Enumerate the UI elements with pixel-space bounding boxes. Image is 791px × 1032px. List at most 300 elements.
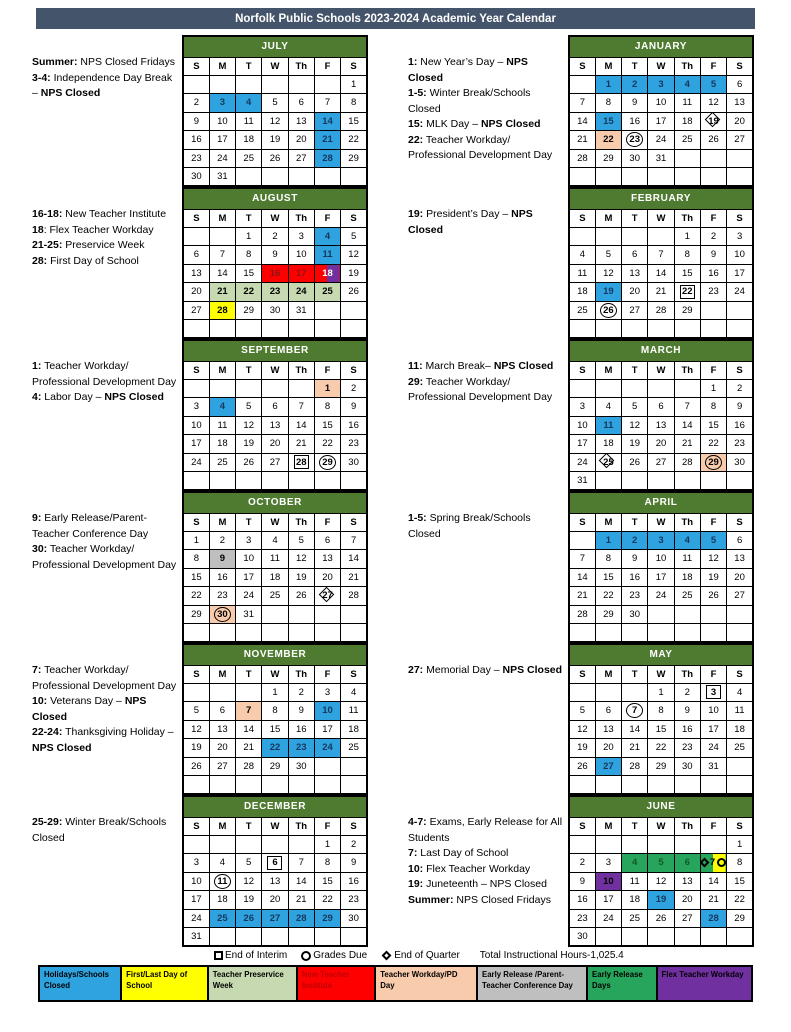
day-cell — [622, 131, 648, 150]
symbol-label: End of Interim — [225, 950, 288, 961]
weekday-header: S — [341, 57, 367, 75]
day-cell: 12 — [236, 872, 262, 891]
month-body — [183, 379, 367, 490]
day-cell-content — [648, 894, 673, 905]
month-notes-left — [30, 187, 182, 339]
week-row — [569, 149, 753, 168]
day-cell — [288, 835, 314, 854]
day-cell: 4 — [569, 246, 595, 265]
day-cell: 20 — [674, 891, 700, 910]
day-cell: 2 — [209, 531, 235, 550]
week-row — [569, 909, 753, 928]
day-cell: 18 — [262, 568, 288, 587]
week-row — [183, 531, 367, 550]
week-row — [183, 683, 367, 702]
day-number: 25 — [603, 456, 614, 468]
day-cell — [236, 928, 262, 947]
legend-item: Early Release Days — [588, 967, 658, 1000]
day-cell: 6 — [648, 398, 674, 417]
day-cell — [674, 75, 700, 94]
day-cell: 17 — [727, 264, 753, 283]
day-cell — [236, 702, 262, 721]
day-cell: 31 — [236, 605, 262, 624]
day-cell-content — [289, 455, 314, 469]
day-cell: 1 — [341, 75, 367, 94]
day-number: 26 — [243, 912, 254, 924]
day-cell-content — [315, 455, 340, 470]
day-cell: 25 — [727, 739, 753, 758]
month-name-row — [569, 796, 753, 817]
weekday-header: S — [727, 665, 753, 683]
day-cell: 2 — [727, 379, 753, 398]
day-cell — [648, 928, 674, 947]
day-cell: 22 — [727, 891, 753, 910]
day-cell — [314, 453, 340, 472]
weekday-header: Th — [288, 57, 314, 75]
day-cell: 8 — [314, 854, 340, 873]
day-cell: 7 — [288, 854, 314, 873]
day-number: 9 — [219, 553, 226, 565]
day-cell — [569, 531, 595, 550]
weekday-header: S — [183, 57, 209, 75]
day-cell: 26 — [622, 453, 648, 472]
day-cell — [236, 75, 262, 94]
day-cell — [288, 168, 314, 187]
month-head — [569, 340, 753, 379]
week-row — [183, 75, 367, 94]
day-cell-content — [236, 913, 261, 924]
day-cell: 11 — [569, 264, 595, 283]
day-cell — [700, 605, 726, 624]
day-cell: 25 — [622, 909, 648, 928]
day-cell — [314, 320, 340, 339]
day-cell-content — [596, 454, 621, 470]
legend-item: First/Last Day of School — [122, 967, 209, 1000]
day-cell — [183, 624, 209, 643]
day-cell: 4 — [727, 683, 753, 702]
day-cell: 6 — [727, 75, 753, 94]
day-cell: 26 — [183, 757, 209, 776]
month-calendar-january — [568, 35, 754, 187]
week-row — [569, 835, 753, 854]
month-name-row — [569, 188, 753, 209]
day-cell: 25 — [674, 131, 700, 150]
day-cell-content — [262, 742, 287, 753]
day-cell — [341, 928, 367, 947]
day-cell: 8 — [341, 94, 367, 113]
day-cell: 14 — [288, 872, 314, 891]
day-cell: 3 — [236, 531, 262, 550]
day-cell-content — [289, 742, 314, 753]
day-cell — [262, 739, 288, 758]
day-cell: 20 — [648, 435, 674, 454]
day-cell-content — [622, 535, 647, 546]
day-number: 16 — [269, 267, 281, 279]
week-row — [183, 435, 367, 454]
day-cell: 3 — [288, 227, 314, 246]
day-cell — [569, 227, 595, 246]
day-cell-content — [701, 685, 726, 699]
day-cell-content — [289, 286, 314, 297]
weekday-header: M — [595, 361, 621, 379]
day-cell: 5 — [569, 702, 595, 721]
day-cell — [288, 453, 314, 472]
day-cell — [314, 739, 340, 758]
weekday-header: F — [700, 665, 726, 683]
day-cell: 15 — [314, 416, 340, 435]
day-cell: 30 — [341, 909, 367, 928]
day-cell: 8 — [595, 94, 621, 113]
day-cell: 16 — [341, 416, 367, 435]
day-cell: 12 — [569, 720, 595, 739]
month-notes-left — [30, 339, 182, 491]
weekday-header-row — [183, 361, 367, 379]
week-row — [183, 398, 367, 417]
day-number: 11 — [322, 249, 333, 261]
month-name: APRIL — [569, 492, 753, 513]
day-cell — [569, 320, 595, 339]
day-number: 23 — [295, 742, 307, 754]
day-cell — [314, 757, 340, 776]
weekday-header-row — [569, 361, 753, 379]
day-cell: 30 — [569, 928, 595, 947]
week-row — [569, 720, 753, 739]
day-cell: 12 — [595, 264, 621, 283]
day-cell-content — [210, 874, 235, 889]
day-cell: 9 — [674, 702, 700, 721]
day-cell: 11 — [674, 94, 700, 113]
month-name: NOVEMBER — [183, 644, 367, 665]
day-cell: 28 — [236, 757, 262, 776]
day-cell: 12 — [236, 416, 262, 435]
weekday-header: M — [209, 513, 235, 531]
day-cell-content — [596, 761, 621, 772]
day-cell: 3 — [314, 683, 340, 702]
month-head — [183, 340, 367, 379]
day-cell: 2 — [700, 227, 726, 246]
day-cell — [209, 75, 235, 94]
weekday-header: S — [569, 817, 595, 835]
day-cell: 13 — [595, 720, 621, 739]
legend-item: Flex Teacher Workday — [658, 967, 751, 1000]
day-cell: 10 — [569, 416, 595, 435]
weekday-header: Th — [674, 209, 700, 227]
day-cell: 14 — [674, 416, 700, 435]
day-cell — [262, 624, 288, 643]
weekday-header: M — [595, 665, 621, 683]
day-number: 2 — [632, 534, 638, 546]
day-cell: 6 — [622, 246, 648, 265]
day-cell — [341, 776, 367, 795]
day-cell: 13 — [727, 94, 753, 113]
day-cell: 29 — [727, 909, 753, 928]
day-number: 4 — [246, 97, 252, 109]
symbol-item — [381, 950, 460, 961]
day-cell — [700, 453, 726, 472]
day-cell — [236, 168, 262, 187]
day-cell: 6 — [183, 246, 209, 265]
week-row — [569, 702, 753, 721]
day-cell-content — [210, 305, 235, 316]
day-cell — [700, 320, 726, 339]
day-cell-content — [315, 286, 340, 297]
day-cell — [648, 227, 674, 246]
day-cell: 31 — [648, 149, 674, 168]
month-calendar-july — [182, 35, 368, 187]
day-cell — [595, 872, 621, 891]
day-cell: 27 — [183, 301, 209, 320]
day-cell — [236, 379, 262, 398]
day-cell: 5 — [595, 246, 621, 265]
week-row — [569, 568, 753, 587]
month-body — [183, 835, 367, 946]
weekday-header: M — [595, 57, 621, 75]
week-row — [183, 891, 367, 910]
week-row — [183, 416, 367, 435]
weekday-header: S — [183, 817, 209, 835]
day-cell: 8 — [236, 246, 262, 265]
day-number: 28 — [217, 304, 228, 316]
day-cell: 17 — [183, 435, 209, 454]
day-cell: 29 — [183, 605, 209, 624]
day-cell — [595, 531, 621, 550]
day-cell: 22 — [341, 131, 367, 150]
day-cell: 16 — [288, 720, 314, 739]
weekday-header-row — [183, 665, 367, 683]
day-cell: 2 — [341, 835, 367, 854]
day-cell: 27 — [262, 453, 288, 472]
month-name-row — [183, 492, 367, 513]
day-cell-content — [210, 607, 235, 622]
day-cell — [648, 531, 674, 550]
note-line: 22: Teacher Workday/ Professional Development Day — [408, 133, 553, 162]
day-number: 4 — [632, 857, 638, 869]
week-row — [183, 283, 367, 302]
month-head — [183, 492, 367, 531]
day-cell: 23 — [700, 283, 726, 302]
day-cell — [314, 246, 340, 265]
weekday-header: T — [622, 817, 648, 835]
note-line: 4-7: Exams, Early Release for All Students — [408, 816, 563, 844]
day-cell: 30 — [622, 149, 648, 168]
day-number: 19 — [603, 286, 614, 298]
weekday-header: S — [727, 209, 753, 227]
day-cell — [314, 131, 340, 150]
weekday-header-row — [183, 513, 367, 531]
day-cell — [314, 379, 340, 398]
day-cell: 1 — [262, 683, 288, 702]
day-cell: 11 — [727, 702, 753, 721]
day-cell — [674, 379, 700, 398]
day-cell: 17 — [183, 891, 209, 910]
week-row — [569, 453, 753, 472]
day-cell — [595, 131, 621, 150]
weekday-header: F — [700, 209, 726, 227]
day-cell: 25 — [341, 739, 367, 758]
day-number: 11 — [603, 419, 614, 431]
month-name-row — [183, 188, 367, 209]
day-cell — [183, 379, 209, 398]
day-cell — [183, 835, 209, 854]
day-cell: 23 — [341, 435, 367, 454]
week-row — [569, 472, 753, 491]
day-cell — [595, 928, 621, 947]
day-cell: 29 — [648, 757, 674, 776]
weekday-header: W — [262, 817, 288, 835]
day-cell: 14 — [622, 720, 648, 739]
day-cell — [674, 283, 700, 302]
legend-item: Holidays/Schools Closed — [40, 967, 122, 1000]
day-cell — [622, 835, 648, 854]
week-row — [569, 94, 753, 113]
day-cell: 24 — [236, 587, 262, 606]
day-cell: 20 — [727, 112, 753, 131]
weekday-header: Th — [674, 817, 700, 835]
day-cell: 21 — [236, 739, 262, 758]
day-cell: 30 — [622, 605, 648, 624]
day-cell-content — [701, 79, 726, 90]
day-cell: 15 — [674, 264, 700, 283]
week-row — [569, 531, 753, 550]
weekday-header: F — [700, 817, 726, 835]
day-cell — [648, 320, 674, 339]
legend-item: Early Release /Parent-Teacher Conference Day — [478, 967, 588, 1000]
day-cell — [622, 379, 648, 398]
day-cell: 27 — [727, 131, 753, 150]
week-row — [183, 264, 367, 283]
weekday-header: S — [341, 209, 367, 227]
day-cell-content — [596, 286, 621, 297]
day-number: 19 — [655, 894, 667, 906]
day-number: 4 — [324, 230, 331, 242]
day-cell: 23 — [622, 587, 648, 606]
day-cell: 24 — [183, 909, 209, 928]
weekday-header: S — [341, 665, 367, 683]
weekday-header: W — [648, 665, 674, 683]
day-cell: 20 — [262, 435, 288, 454]
weekday-header: T — [236, 57, 262, 75]
month-head — [569, 36, 753, 75]
day-cell-content — [210, 97, 235, 108]
day-cell: 31 — [209, 168, 235, 187]
day-number: 27 — [603, 760, 614, 772]
weekday-header: W — [648, 209, 674, 227]
day-cell — [209, 320, 235, 339]
day-cell: 11 — [341, 702, 367, 721]
day-cell: 9 — [341, 398, 367, 417]
day-number: 1 — [605, 78, 612, 90]
day-cell: 17 — [314, 720, 340, 739]
day-cell: 11 — [209, 416, 235, 435]
day-cell — [288, 320, 314, 339]
day-cell: 28 — [622, 757, 648, 776]
week-row — [569, 854, 753, 873]
weekday-header: T — [236, 361, 262, 379]
day-cell: 20 — [262, 891, 288, 910]
month-name: AUGUST — [183, 188, 367, 209]
day-cell: 5 — [236, 398, 262, 417]
day-cell: 1 — [236, 227, 262, 246]
symbol-label: Grades Due — [313, 950, 368, 961]
week-row — [569, 379, 753, 398]
weekday-header: F — [314, 665, 340, 683]
day-cell — [648, 624, 674, 643]
weekday-header: T — [622, 209, 648, 227]
day-cell — [569, 683, 595, 702]
day-cell — [569, 624, 595, 643]
day-cell — [288, 739, 314, 758]
day-number: 7 — [709, 856, 716, 868]
day-cell: 18 — [727, 720, 753, 739]
month-notes-right — [368, 339, 568, 491]
day-cell: 10 — [183, 872, 209, 891]
weekday-header: F — [314, 361, 340, 379]
day-number: 4 — [684, 78, 690, 90]
day-cell: 9 — [569, 872, 595, 891]
day-cell: 10 — [648, 94, 674, 113]
day-cell: 1 — [648, 683, 674, 702]
day-cell — [236, 472, 262, 491]
day-cell: 4 — [341, 683, 367, 702]
day-number: 1 — [324, 382, 331, 394]
square-symbol-icon — [214, 951, 223, 960]
week-row — [569, 131, 753, 150]
day-cell — [674, 928, 700, 947]
day-cell: 6 — [314, 531, 340, 550]
weekday-header: T — [236, 513, 262, 531]
day-cell: 14 — [209, 264, 235, 283]
day-cell: 26 — [288, 587, 314, 606]
day-cell: 18 — [622, 891, 648, 910]
day-cell: 24 — [700, 739, 726, 758]
month-name-row — [183, 36, 367, 57]
day-cell — [595, 835, 621, 854]
day-cell-content — [648, 535, 673, 546]
day-cell-content — [289, 268, 314, 279]
day-cell — [262, 264, 288, 283]
day-cell: 17 — [595, 891, 621, 910]
week-row — [183, 624, 367, 643]
day-number: 3 — [219, 97, 226, 109]
day-cell: 8 — [314, 398, 340, 417]
day-cell: 30 — [288, 757, 314, 776]
day-cell: 13 — [288, 112, 314, 131]
day-cell — [648, 168, 674, 187]
day-cell — [674, 605, 700, 624]
day-cell: 25 — [209, 453, 235, 472]
day-cell: 21 — [622, 739, 648, 758]
week-row — [183, 720, 367, 739]
note-line: 4: Labor Day – NPS Closed — [32, 391, 164, 404]
weekday-header: Th — [288, 513, 314, 531]
week-row — [183, 453, 367, 472]
day-cell — [700, 301, 726, 320]
day-number: 28 — [708, 912, 719, 924]
day-cell-content — [622, 132, 647, 147]
weekday-header: T — [236, 665, 262, 683]
day-cell: 31 — [183, 928, 209, 947]
day-cell: 24 — [648, 587, 674, 606]
month-head — [183, 36, 367, 75]
day-cell: 21 — [569, 587, 595, 606]
month-notes-left — [30, 35, 182, 187]
day-cell: 10 — [183, 416, 209, 435]
weekday-header: T — [622, 513, 648, 531]
day-cell — [314, 168, 340, 187]
weekday-header-row — [569, 665, 753, 683]
week-row — [569, 605, 753, 624]
day-number: 27 — [322, 590, 333, 602]
